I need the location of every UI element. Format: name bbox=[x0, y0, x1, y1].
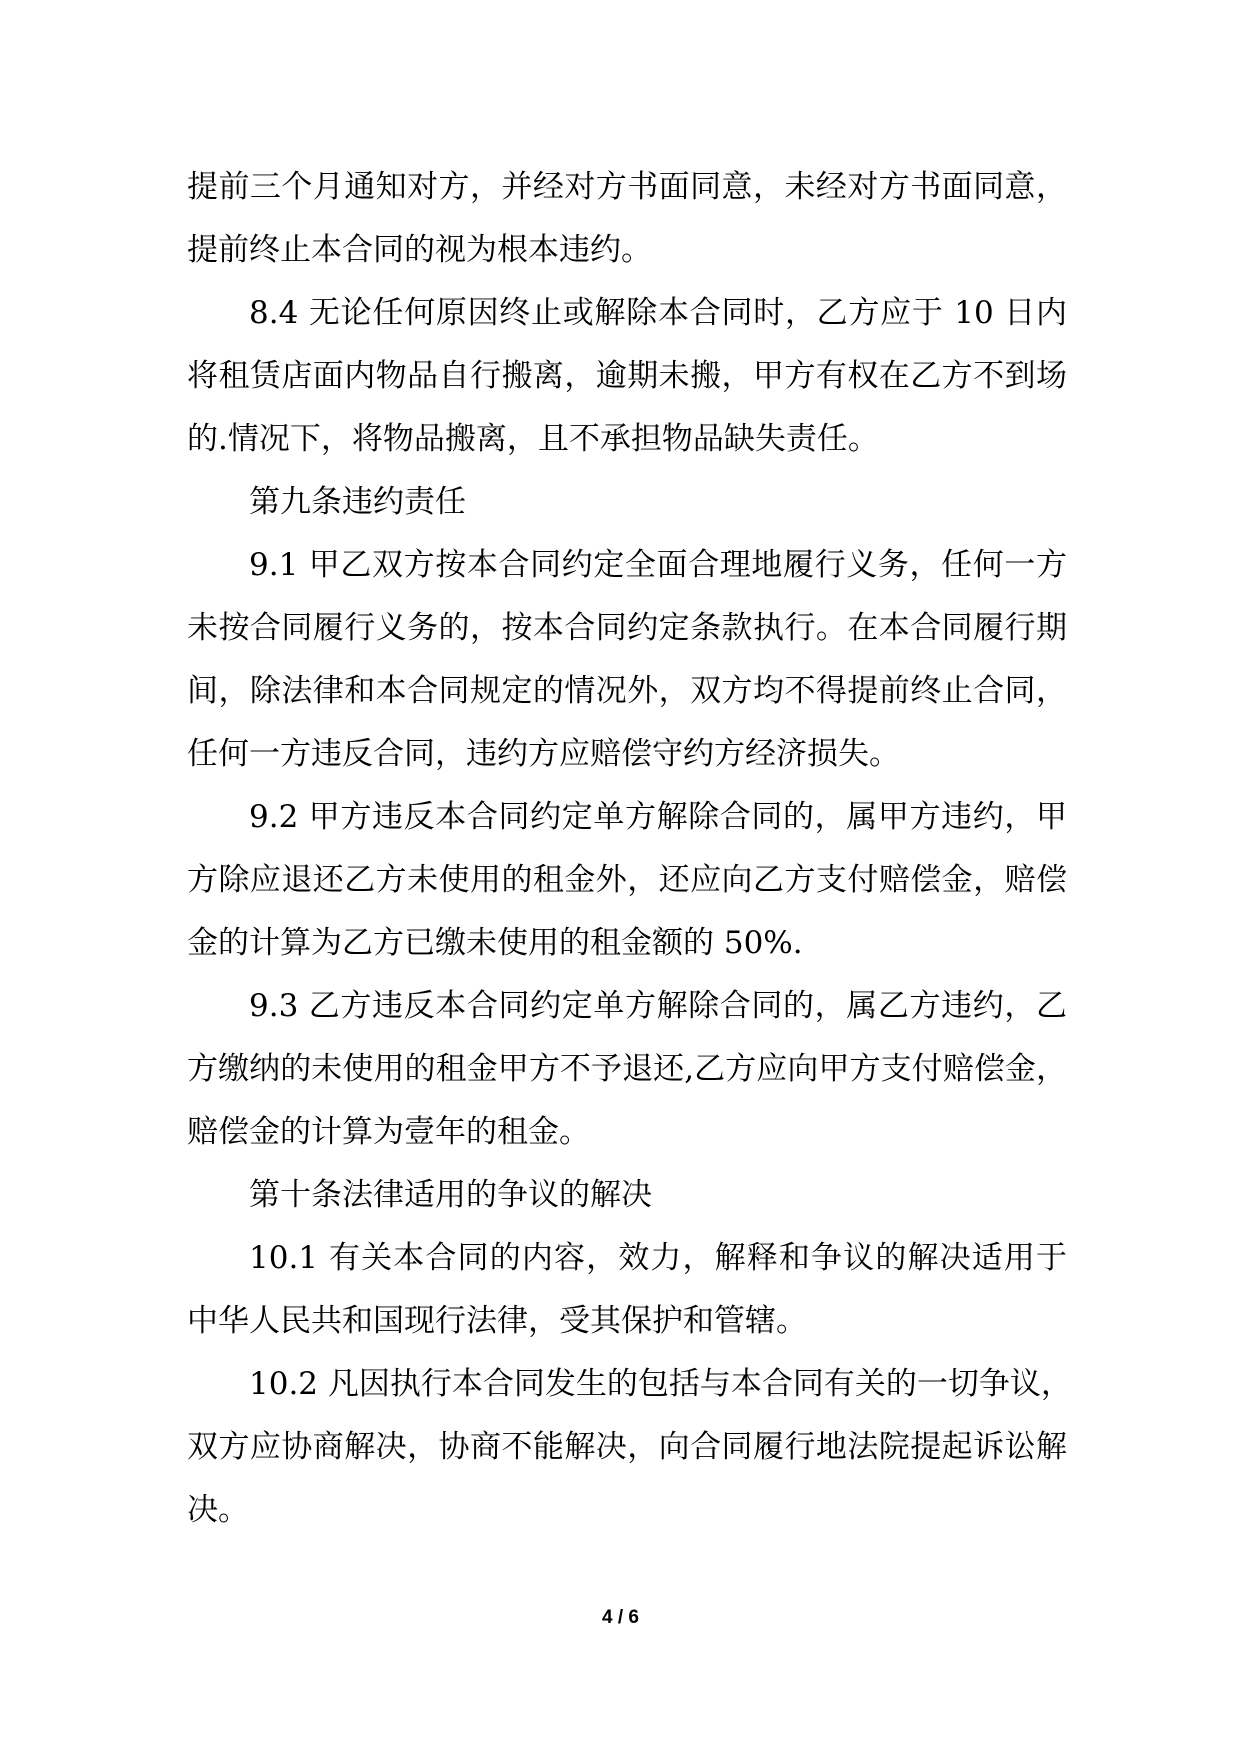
text-line: 第九条违约责任 bbox=[249, 484, 466, 520]
text-line: 9.3 乙方违反本合同约定单方解除合同的，属乙方违约，乙 bbox=[249, 988, 1067, 1024]
text-line: 中华人民共和国现行法律，受其保护和管辖。 bbox=[187, 1303, 807, 1339]
text-line: 9.1 甲乙双方按本合同约定全面合理地履行义务，任何一方 bbox=[249, 547, 1067, 583]
paragraph-10-2 bbox=[187, 1353, 1072, 1542]
text-line: 未按合同履行义务的，按本合同约定条款执行。在本合同履行期 bbox=[187, 610, 1067, 646]
text-line: 金的计算为乙方已缴未使用的租金额的 50%. bbox=[187, 925, 803, 961]
paragraph-10-1 bbox=[187, 1227, 1067, 1353]
text-line: 方缴纳的未使用的租金甲方不予退还,乙方应向甲方支付赔偿金， bbox=[187, 1051, 1067, 1087]
document-body bbox=[187, 156, 1072, 1542]
text-line: 9.2 甲方违反本合同约定单方解除合同的，属甲方违约，甲 bbox=[249, 799, 1067, 835]
text-line: 10.1 有关本合同的内容，效力，解释和争议的解决适用于 bbox=[249, 1240, 1067, 1276]
text-line: 提前三个月通知对方，并经对方书面同意，未经对方书面同意， bbox=[187, 169, 1067, 205]
paragraph-continued-8-3 bbox=[187, 156, 1067, 282]
text-line: 的.情况下，将物品搬离，且不承担物品缺失责任。 bbox=[187, 421, 879, 457]
paragraph-9-3 bbox=[187, 975, 1067, 1164]
text-line: 双方应协商解决，协商不能解决，向合同履行地法院提起诉讼解 bbox=[187, 1429, 1067, 1465]
text-line: 间，除法律和本合同规定的情况外，双方均不得提前终止合同， bbox=[187, 673, 1067, 709]
page-number: 4 / 6 bbox=[602, 1607, 639, 1628]
text-line: 提前终止本合同的视为根本违约。 bbox=[187, 232, 652, 268]
text-line: 方除应退还乙方未使用的租金外，还应向乙方支付赔偿金，赔偿 bbox=[187, 862, 1067, 898]
paragraph-article-9 bbox=[187, 471, 1067, 534]
text-line: 8.4 无论任何原因终止或解除本合同时，乙方应于 10 日内 bbox=[249, 295, 1067, 331]
text-line: 第十条法律适用的争议的解决 bbox=[249, 1177, 652, 1213]
text-line: 决。 bbox=[187, 1492, 249, 1528]
paragraph-8-4 bbox=[187, 282, 1067, 471]
text-line: 任何一方违反合同，违约方应赔偿守约方经济损失。 bbox=[187, 736, 900, 772]
text-line: 将租赁店面内物品自行搬离，逾期未搬，甲方有权在乙方不到场 bbox=[187, 358, 1067, 394]
text-line: 赔偿金的计算为壹年的租金。 bbox=[187, 1114, 590, 1150]
paragraph-article-10 bbox=[187, 1164, 1067, 1227]
paragraph-9-2 bbox=[187, 786, 1067, 975]
paragraph-9-1 bbox=[187, 534, 1067, 786]
text-line: 10.2 凡因执行本合同发生的包括与本合同有关的一切争议， bbox=[249, 1366, 1072, 1402]
